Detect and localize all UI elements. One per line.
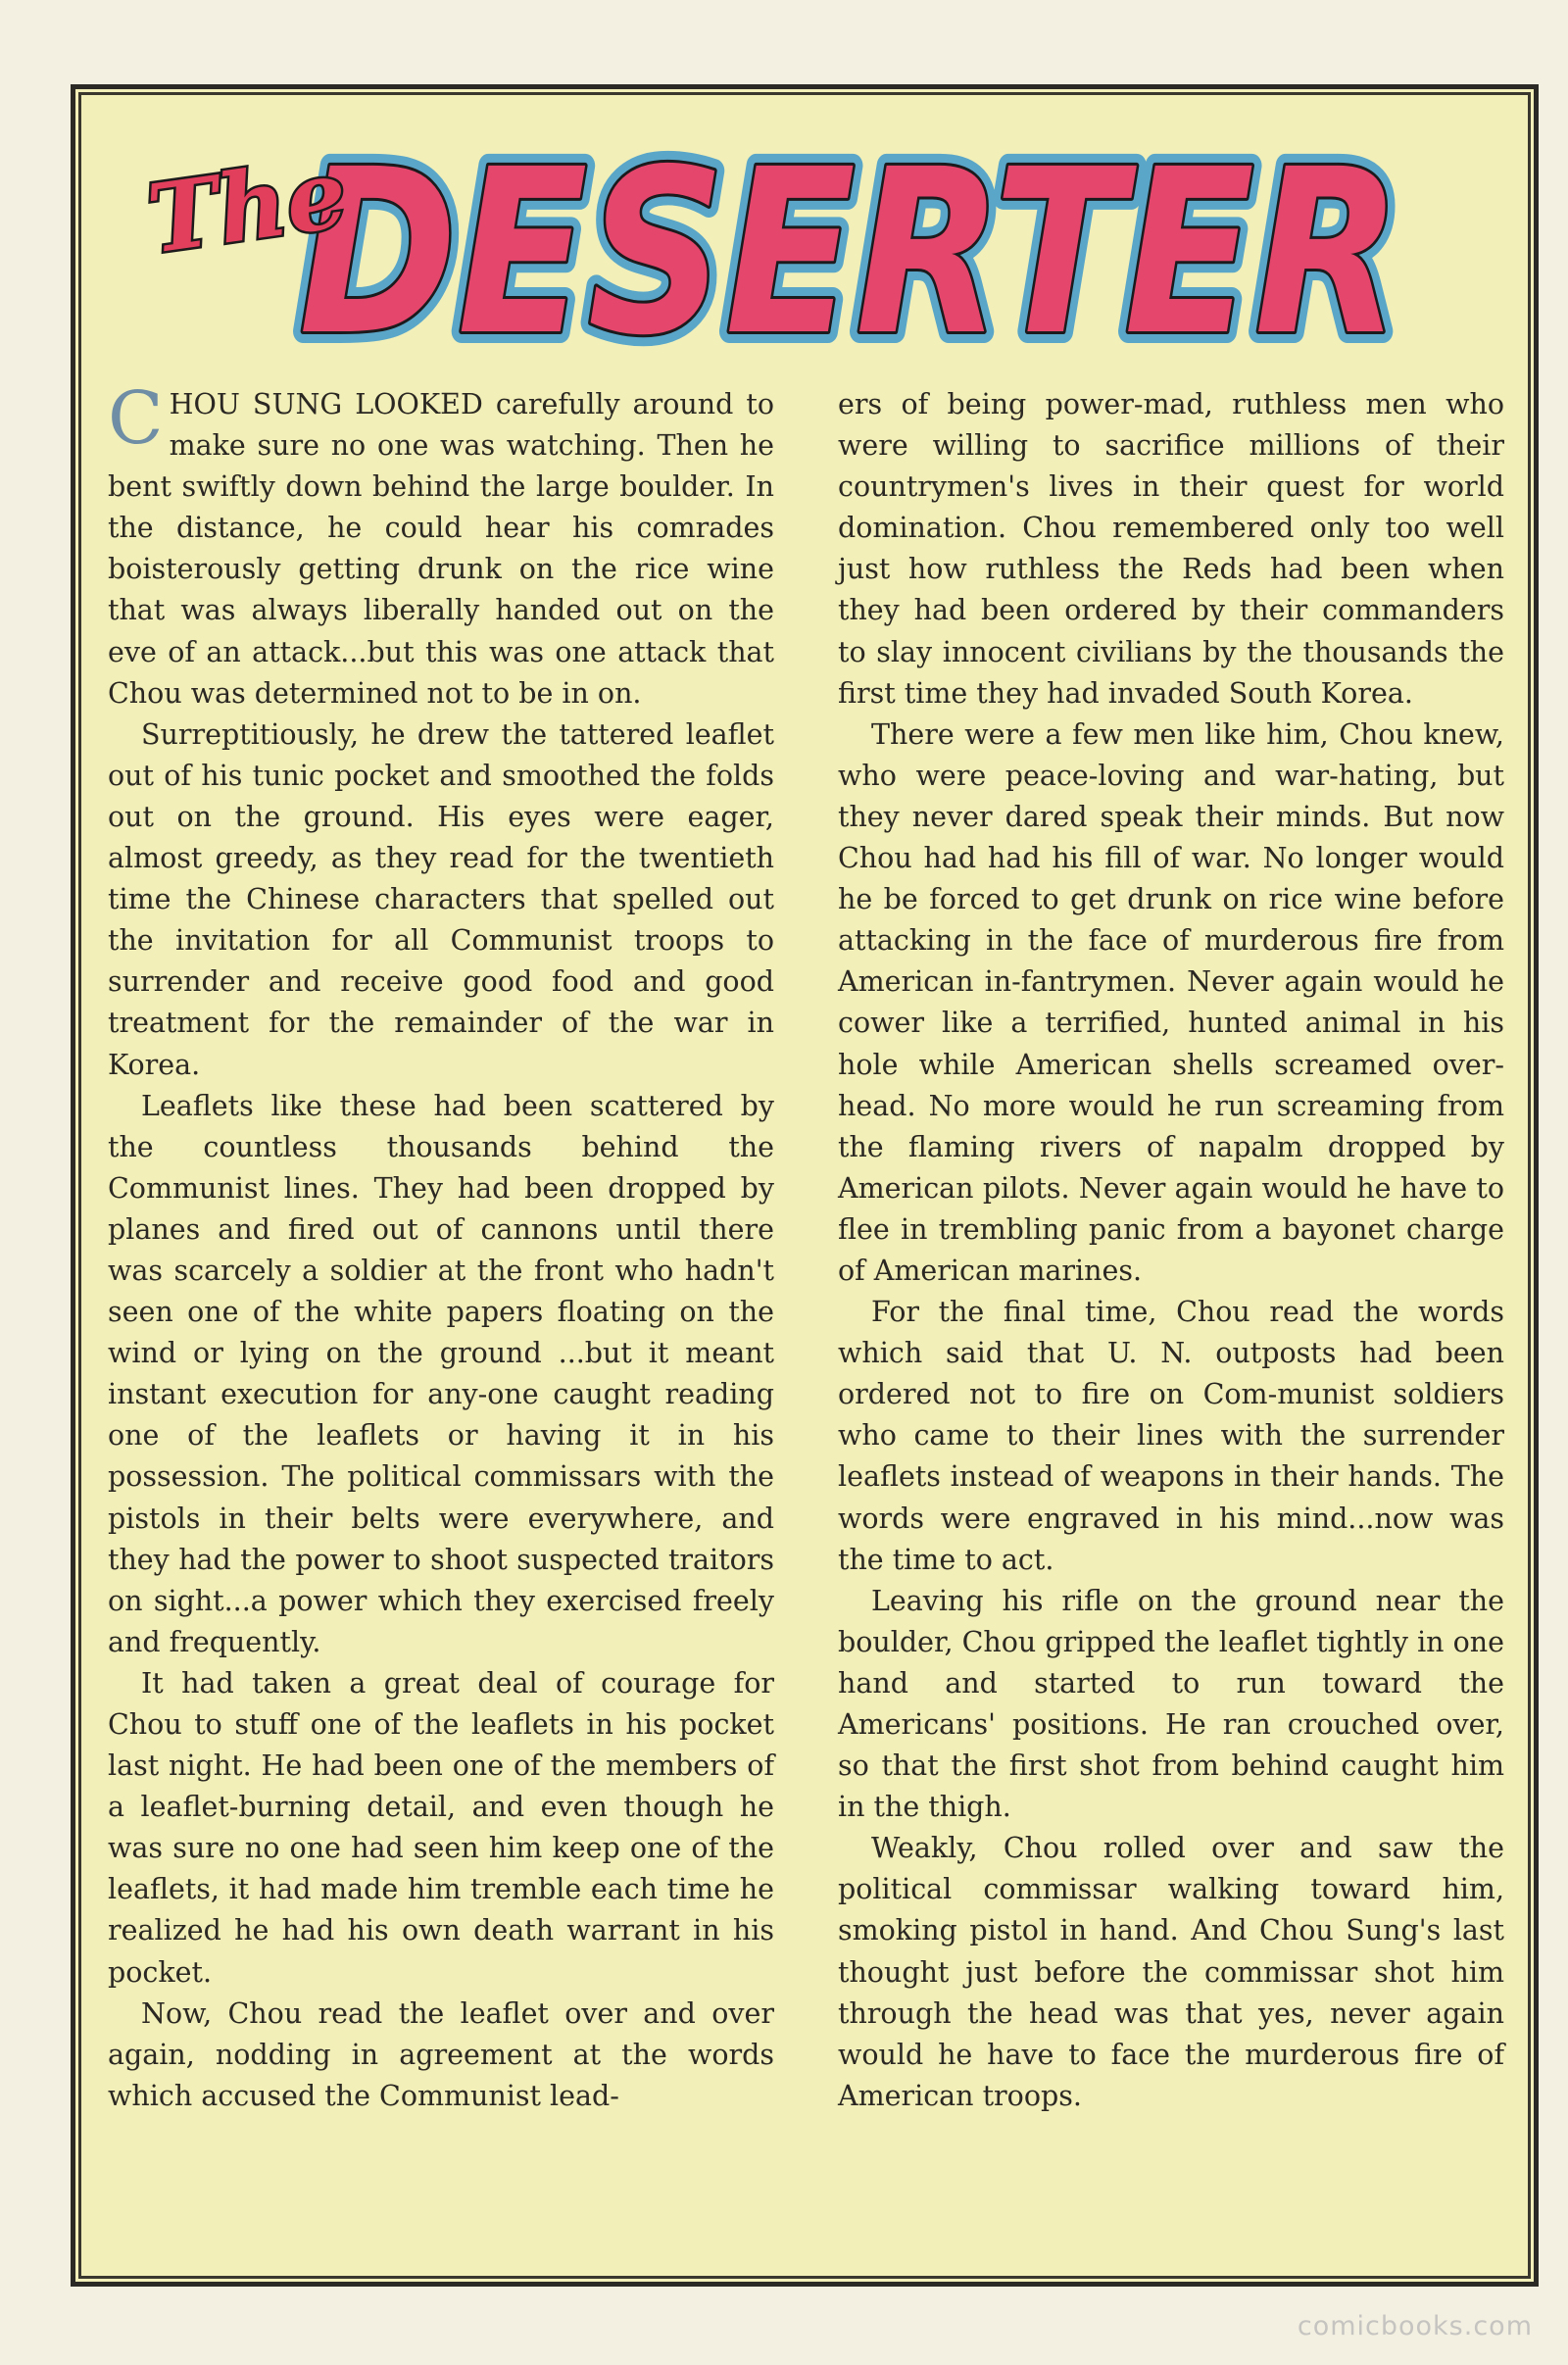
story-paragraph: There were a few men like him, Chou knew, who were peace-loving and war-hating, but they never dared speak their minds. But now Chou had had his fill of war. No longer would he be forced to get drunk on rice wine before attacking in the face of murderous fire from American in-fantrymen. Never again would he cower like a terrified, hunted animal in his hole while American shells screamed over-head. No more would he run screaming from the flaming rivers of napalm dropped by American pilots. Never again would he have to flee in trembling panic from a bayonet charge of American marines. (838, 717, 1504, 1287)
story-paragraph: Leaflets like these had been scattered by the countless thousands behind the Communist lines. They had been dropped by planes and fired out of cannons until there was scarcely a soldier at the front who hadn't seen one of the white papers floating on the wind or lying on the ground ...but it meant instant execution for any-one caught reading one of the leaflets or having it in his possession. The political commissars with the pistols in their belts were everywhere, and they had the power to shoot suspected traitors on sight...a power which they exercised freely and frequently. (108, 1089, 774, 1658)
story-title-art (127, 98, 1441, 363)
story-paragraph (108, 376, 774, 714)
story-paragraph: ers of being power-mad, ruthless men who were willing to sacrifice millions of their countrymen's lives in their quest for world domination. Chou remembered only too well just how ruthless the Reds had been when they had been ordered by their commanders to slay innocent civilians by the thousands the first time they had invaded South Korea. (838, 388, 1504, 710)
story-column-right (838, 384, 1504, 2117)
title-deserter-outline: DESERTER (299, 121, 1401, 363)
story-paragraph: Now, Chou read the leaflet over and over again, nodding in agreement at the words which accused the Communist lead- (108, 1996, 774, 2112)
site-watermark: comicbooks.com (1297, 2311, 1533, 2341)
story-paragraph: It had taken a great deal of courage for Chou to stuff one of the leaflets in his pocket last night. He had been one of the members of a leaflet-burning detail, and even though he was sure no one had seen him keep one of the leaflets, it had made him tremble each time he realized he had his own death warrant in his pocket. (108, 1666, 774, 1989)
story-column-left (108, 376, 774, 2117)
paragraph-text: HOU SUNG LOOKED carefully around to make sure no one was watching. Then he bent swiftly down behind the large boulder. In the distance, he could hear his comrades boisterously getting drunk on the rice wine that was always liberally handed out on the eve of an attack...but this was one attack that Chou was determined not to be in on. (108, 388, 774, 710)
story-paragraph: For the final time, Chou read the words which said that U. N. outposts had been ordered not to fire on Com-munist soldiers who came to their lines with the surrender leaflets instead of weapons in their hands. The words were engraved in his mind...now was the time to act. (838, 1296, 1504, 1576)
drop-cap: C (108, 376, 164, 461)
story-paragraph: Surreptitiously, he drew the tattered leaflet out of his tunic pocket and smoothed the folds out on the ground. His eyes were eager, almost greedy, as they read for the twentieth time the Chinese characters that spelled out the invitation for all Communist troops to surrender and receive good food and good treatment for the remainder of the war in Korea. (108, 717, 774, 1081)
story-title (127, 98, 1441, 363)
title-the: The (141, 137, 354, 275)
title-deserter: DESERTER (299, 121, 1401, 363)
story-paragraph: Weakly, Chou rolled over and saw the political commissar walking toward him, smoking pistol in hand. And Chou Sung's last thought just before the commissar shot him through the head was that yes, never again would he have to face the murderous fire of American troops. (838, 1832, 1504, 2112)
story-paragraph: Leaving his rifle on the ground near the boulder, Chou gripped the leaflet tightly in one hand and started to run toward the Americans' positions. He ran crouched over, so that the first shot from behind caught him in the thigh. (838, 1584, 1504, 1824)
